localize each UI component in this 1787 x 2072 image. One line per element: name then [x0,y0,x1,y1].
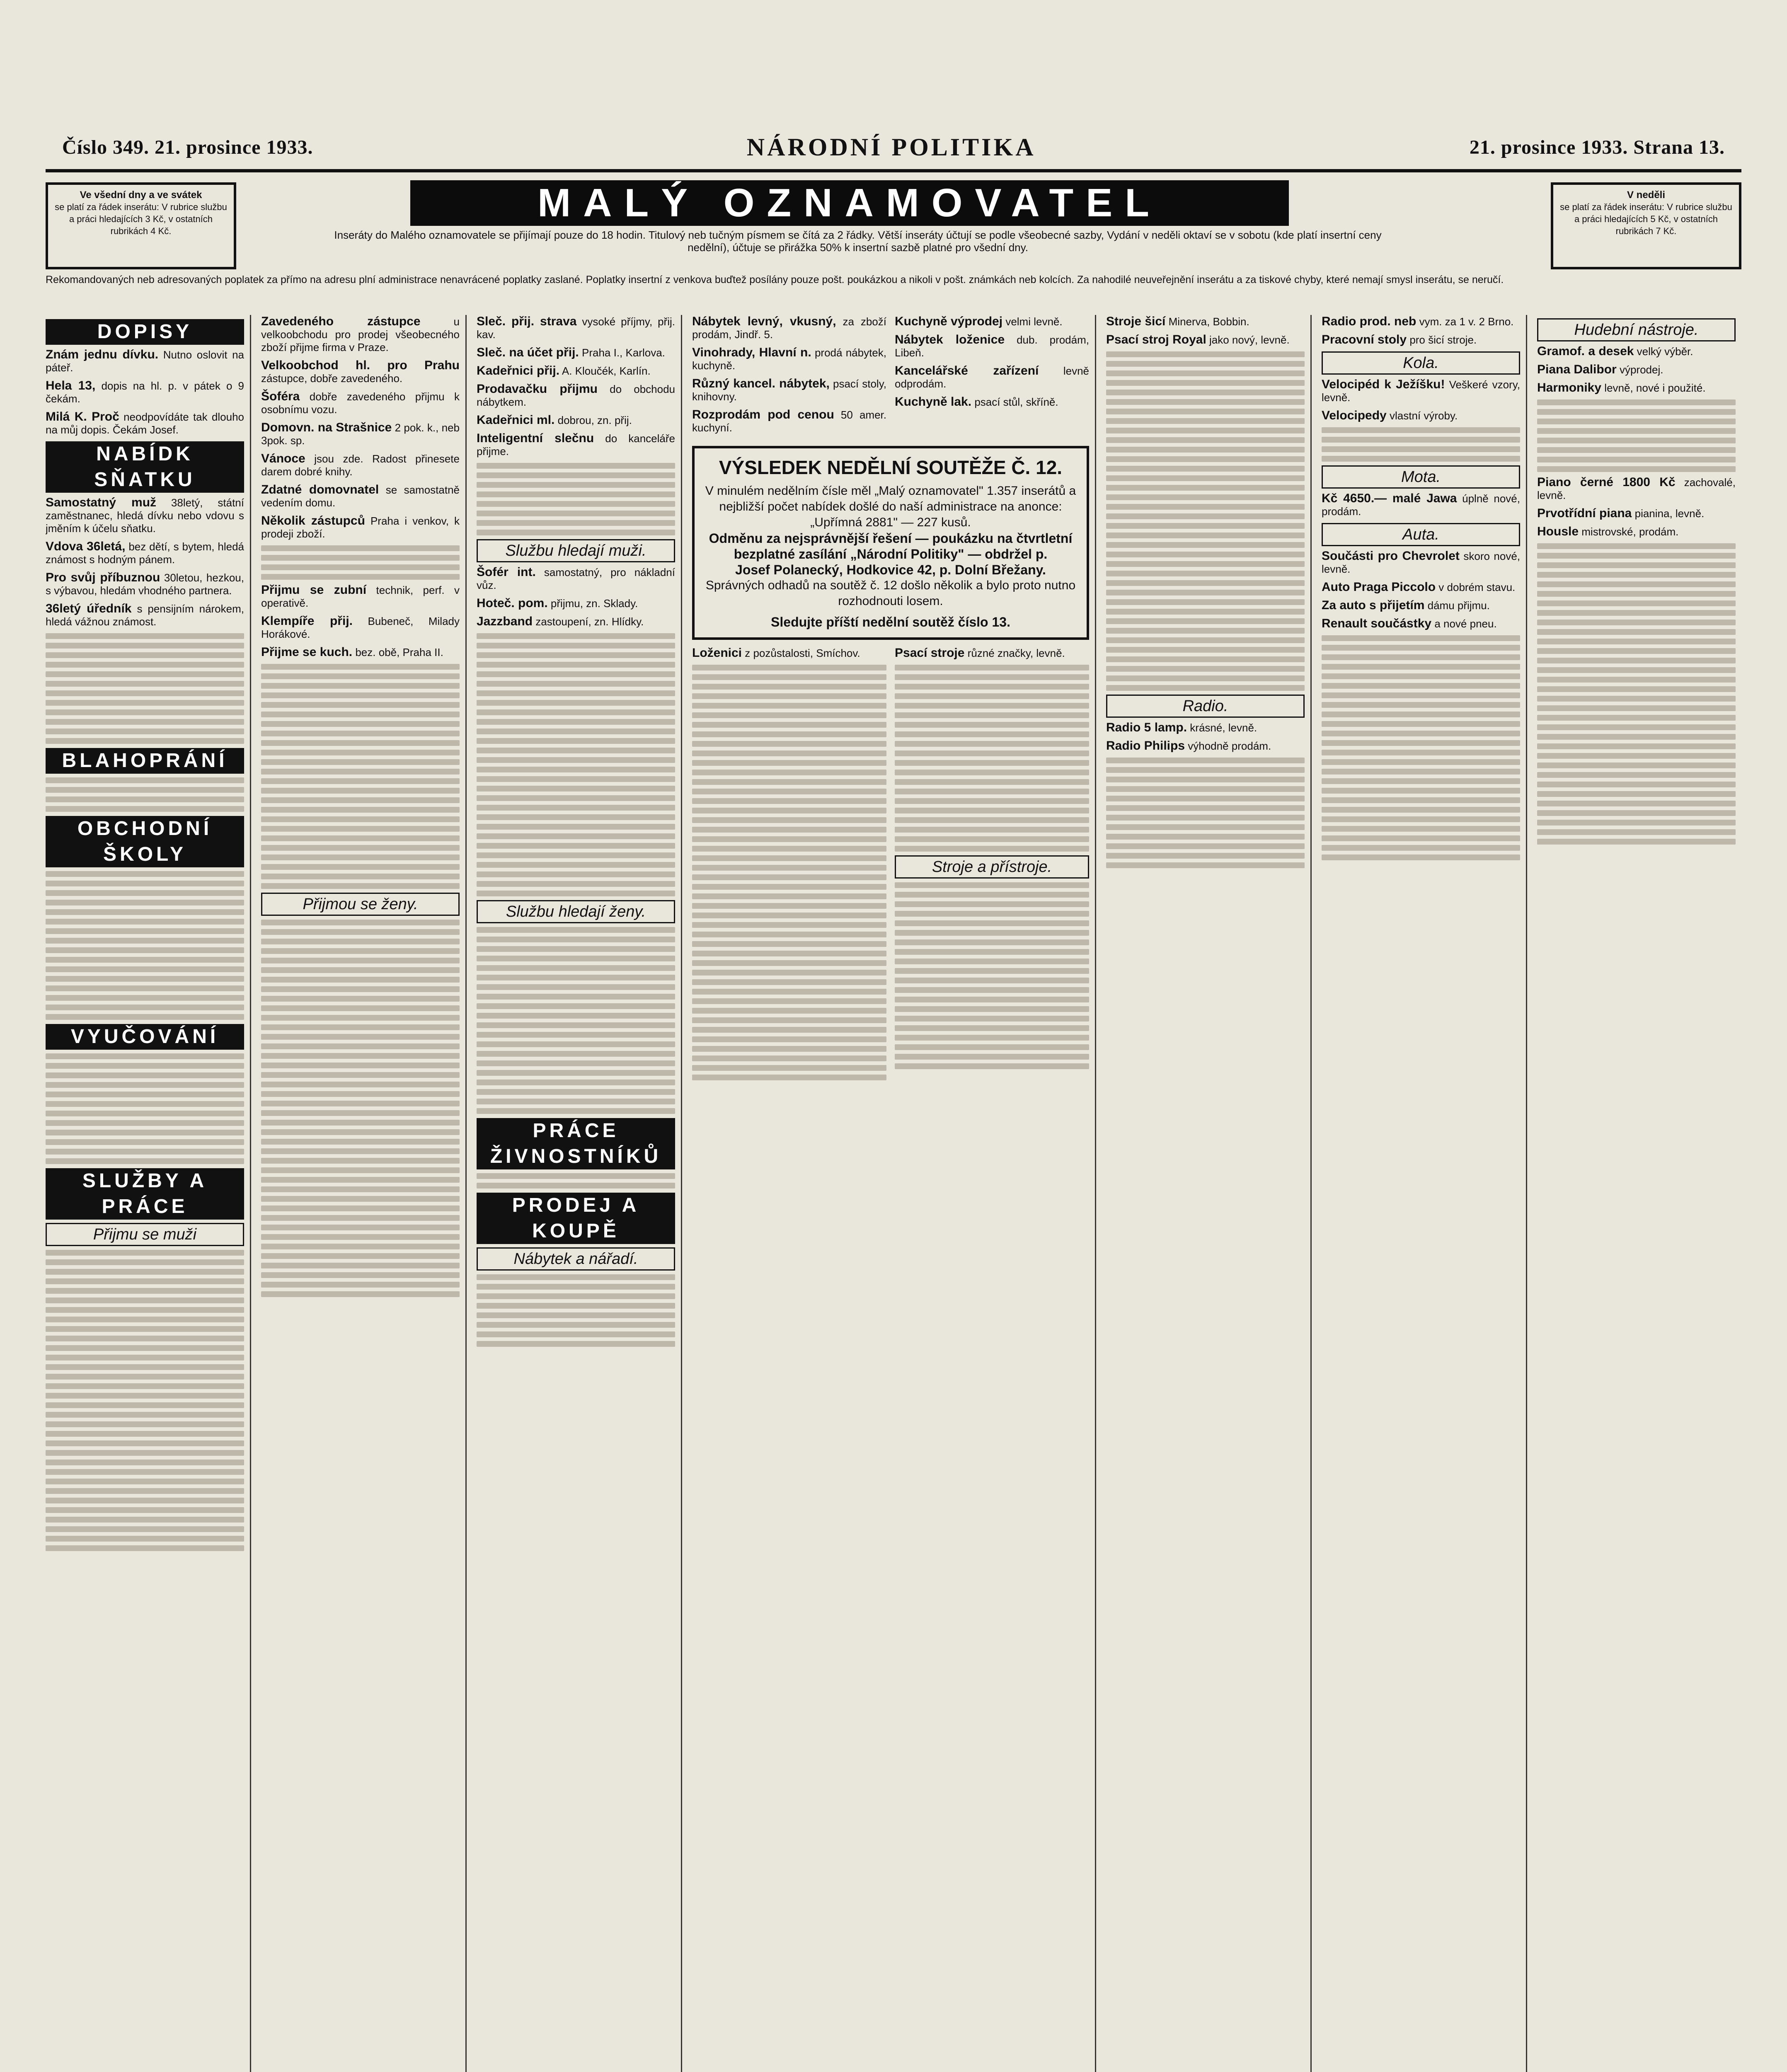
sunday-rate-title: V neděli [1627,189,1666,201]
column-7 [1322,315,1527,2072]
contest-note: Správných odhadů na soutěž č. 12 došlo několik a bylo proto nutno rozhodnouti losem. [705,579,1076,608]
ad: 36letý úředník s pensijním nárokem, hledá vážnou známost. [46,602,244,628]
issue-date: Číslo 349. 21. prosince 1933. [62,136,313,158]
subsection-auta: Auta. [1322,523,1520,546]
section-banner: MALÝ OZNAMOVATEL [410,180,1289,226]
ad: Gramof. a desek velký výběr. [1537,344,1693,358]
newspaper-title: NÁRODNÍ POLITIKA [746,133,1036,161]
contest-result-text: V minulém nedělním čísle měl „Malý oznamovatel" 1.357 inserátů a nejbližší počet nabídek došlé do naší administrace na anonce: „Upřímná 2881" — 227 kusů. [705,484,1076,529]
ad: Přijme se kuch. bez. obě, Praha II. [261,645,443,659]
weekday-rate-box [46,182,236,269]
ad: Auto Praga Piccolo v dobrém stavu. [1322,580,1516,594]
subsection-prijmou-se-zeny: Přijmou se ženy. [261,893,460,916]
ad: Vdova 36letá, bez dětí, s bytem, hledá známost s hodným pánem. [46,540,244,566]
contest-result-box [692,446,1089,640]
ad: Za auto s přijetím dámu přijmu. [1322,598,1490,612]
contest-result-lead: Odměnu za nejsprávnější řešení — poukázku na čtvrtletní bezplatné zasílání „Národní Politiky" — obdržel p. [709,531,1073,562]
page-number: 21. prosince 1933. Strana 13. [1469,136,1725,158]
column-1 [46,315,251,2072]
ad: Domovn. na Strašnice 2 pok. k., neb 3pok. sp. [261,421,460,447]
subsection-kola: Kola. [1322,351,1520,375]
header-rule [46,169,1741,172]
ad: Psací stroj Royal jako nový, levně. [1106,333,1290,346]
ad: Harmoniky levně, nové i použité. [1537,381,1706,395]
section-vyucovani: VYUČOVÁNÍ [46,1024,244,1050]
subsection-mota: Mota. [1322,465,1520,489]
weekday-rate-title: Ve všední dny a ve svátek [80,189,202,201]
contest-winner: Josef Polanecký, Hodkovice 42, p. Dolní Břežany. [735,562,1046,577]
ad: Sleč. na účet přij. Praha I., Karlova. [477,346,665,359]
ad: Psací stroje různé značky, levně. [895,646,1065,660]
ad: Zavedeného zástupce u velkoobchodu pro prodej všeobecného zboží přijme firma v Praze. [261,315,460,353]
ad: Milá K. Proč neodpovídáte tak dlouho na můj dopis. Čekám Josef. [46,410,244,436]
column-8 [1537,315,1741,2072]
ad: Vinohrady, Hlavní n. prodá nábytek, kuchyně. [692,346,886,372]
ad: Velocipedy vlastní výroby. [1322,409,1458,422]
subsection-nabytek: Nábytek a nářadí. [477,1247,675,1271]
section-sluzby-a-prace: SLUŽBY A PRÁCE [46,1168,244,1220]
ad: Housle mistrovské, prodám. [1537,525,1679,538]
subsection-sluzbu-hledaji-muzi: Službu hledají muži. [477,539,675,562]
ad: Radio 5 lamp. krásné, levně. [1106,721,1257,734]
ad: Kuchyně lak. psací stůl, skříně. [895,395,1058,409]
ad: Hela 13, dopis na hl. p. v pátek o 9 čekám. [46,379,244,405]
ad-columns [46,315,1741,2072]
subsection-stroje: Stroje a přístroje. [895,855,1089,879]
ad: Stroje šicí Minerva, Bobbin. [1106,315,1249,328]
ad: Různý kancel. nábytek, psací stoly, knihovny. [692,377,886,403]
ad: Kadeřnici přij. A. Kloučék, Karlín. [477,364,651,378]
ad: Rozprodám pod cenou 50 amer. kuchyní. [692,408,886,434]
column-6 [1106,315,1312,2072]
ad: Loženici z pozůstalosti, Smíchov. [692,646,860,660]
ad: Prodavačku přijmu do obchodu nábytkem. [477,382,675,408]
column-3 [477,315,682,2072]
ad: Nábytek loženice dub. prodám, Libeň. [895,333,1089,359]
ad: Přijmu se zubní technik, perf. v operativě. [261,583,460,609]
ad: Zdatné domovnatel se samostatně vedením domu. [261,483,460,509]
section-obchodni-skoly: OBCHODNÍ ŠKOLY [46,816,244,867]
banner-note: Inseráty do Malého oznamovatele se přijímají pouze do 18 hodin. Titulový neb tučným písmem se čítá za 2 řádky. Větší inseráty účtují se podle všeobecné sazby, Vydání v neděli oktaví se v sobotu (kde platí insertní ceny nedělní), účtuje se přirážka 50% k insertní sazbě platné pro všední dny. [334,229,1382,254]
ad: Samostatný muž 38letý, státní zaměstnanec, hledá dívku nebo vdovu s jměním k účelu sňatku. [46,496,244,535]
sunday-rate-text: se platí za řádek inserátu: V rubrice službu a práci hledajících 5 Kč, v ostatních rubrikách 7 Kč. [1560,202,1732,236]
ad: Velkoobchod hl. pro Prahu zástupce, dobře zavedeného. [261,358,460,385]
subsection-sluzbu-hledaji-zeny: Službu hledají ženy. [477,900,675,923]
subsection-radio: Radio. [1106,695,1305,718]
ad: Kancelářské zařízení levně odprodám. [895,364,1089,390]
ad: Pracovní stoly pro šicí stroje. [1322,333,1477,346]
page-header [62,128,1725,166]
ad: Kadeřnici ml. dobrou, zn. přij. [477,413,632,427]
ad: Kč 4650.— malé Jawa úplně nové, prodám. [1322,491,1520,518]
ad: Součásti pro Chevrolet skoro nové, levně. [1322,549,1521,575]
section-blahoprani: BLAHOPRÁNÍ [46,748,244,774]
ad: Sleč. přij. strava vysoké příjmy, přij. kav. [477,315,675,341]
ad: Radio prod. neb vym. za 1 v. 2 Brno. [1322,315,1514,328]
ad: Nábytek levný, vkusný, za zboží prodám, Jindř. 5. [692,315,886,341]
ad: Kuchyně výprodej velmi levně. [895,315,1063,328]
intro-notice: Rekomandovaných neb adresovaných poplatek za přímo na adresu plní administrace nenavrácené poplatky zaslané. Poplatky insertní z venkova buďtež posílány pouze pošt. poukázkou a nikoli v pošt. známkách neb kolcích. Za nahodilé neuveřejnění inserátu a za tiskové chyby, které nemají smysl inserátu, se neručí. [46,274,1504,286]
ad: Piana Dalibor výprodej. [1537,363,1664,376]
ad: Klempíře přij. Bubeneč, Milady Horákové. [261,614,460,640]
ad: Radio Philips výhodně prodám. [1106,739,1271,753]
ad: Prvotřídní piana pianina, levně. [1537,506,1705,520]
ad: Piano černé 1800 Kč zachovalé, levně. [1537,475,1736,501]
ad: Inteligentní slečnu do kanceláře přijme. [477,431,675,457]
section-dopisy: DOPISY [46,319,244,345]
sunday-rate-box [1551,182,1741,269]
section-prace-zivnostniku: PRÁCE ŽIVNOSTNÍKŮ [477,1118,675,1169]
ad: Pro svůj příbuznou 30letou, hezkou, s výbavou, hledám vhodného partnera. [46,571,244,597]
column-2 [261,315,467,2072]
ad: Několik zástupců Praha i venkov, k prodeji zboží. [261,514,460,540]
ad: Hoteč. pom. přijmu, zn. Sklady. [477,596,638,610]
ad: Jazzband zastoupení, zn. Hlídky. [477,615,644,628]
column-4-5 [692,315,1096,2072]
ad: Renault součástky a nové pneu. [1322,617,1497,630]
section-nabidk-snatku: NABÍDK SŇATKU [46,441,244,493]
ad: Velocipéd k Ježíšku! Veškeré vzory, levně. [1322,378,1520,404]
section-prodej-a-koupe: PRODEJ A KOUPĚ [477,1193,675,1244]
ad: Znám jednu dívku. Nutno oslovit na páteř. [46,348,244,374]
ad: Šoféra dobře zavedeného přijmu k osobnímu vozu. [261,390,460,416]
weekday-rate-text: se platí za řádek inserátu: V rubrice službu a práci hledajících 3 Kč, v ostatních rubrikách 4 Kč. [55,202,227,236]
contest-result-title: VÝSLEDEK NEDĚLNÍ SOUTĚŽE Č. 12. [719,457,1063,478]
subsection-hudebni-nastroje: Hudební nástroje. [1537,318,1736,341]
ad: Vánoce jsou zde. Radost přinesete darem dobré knihy. [261,452,460,478]
contest-next: Sledujte příští nedělní soutěž číslo 13. [771,615,1010,629]
ad: Šofér int. samostatný, pro nákladní vůz. [477,565,675,591]
subsection-prijmou-se-muzi: Přijmu se muži [46,1223,244,1246]
